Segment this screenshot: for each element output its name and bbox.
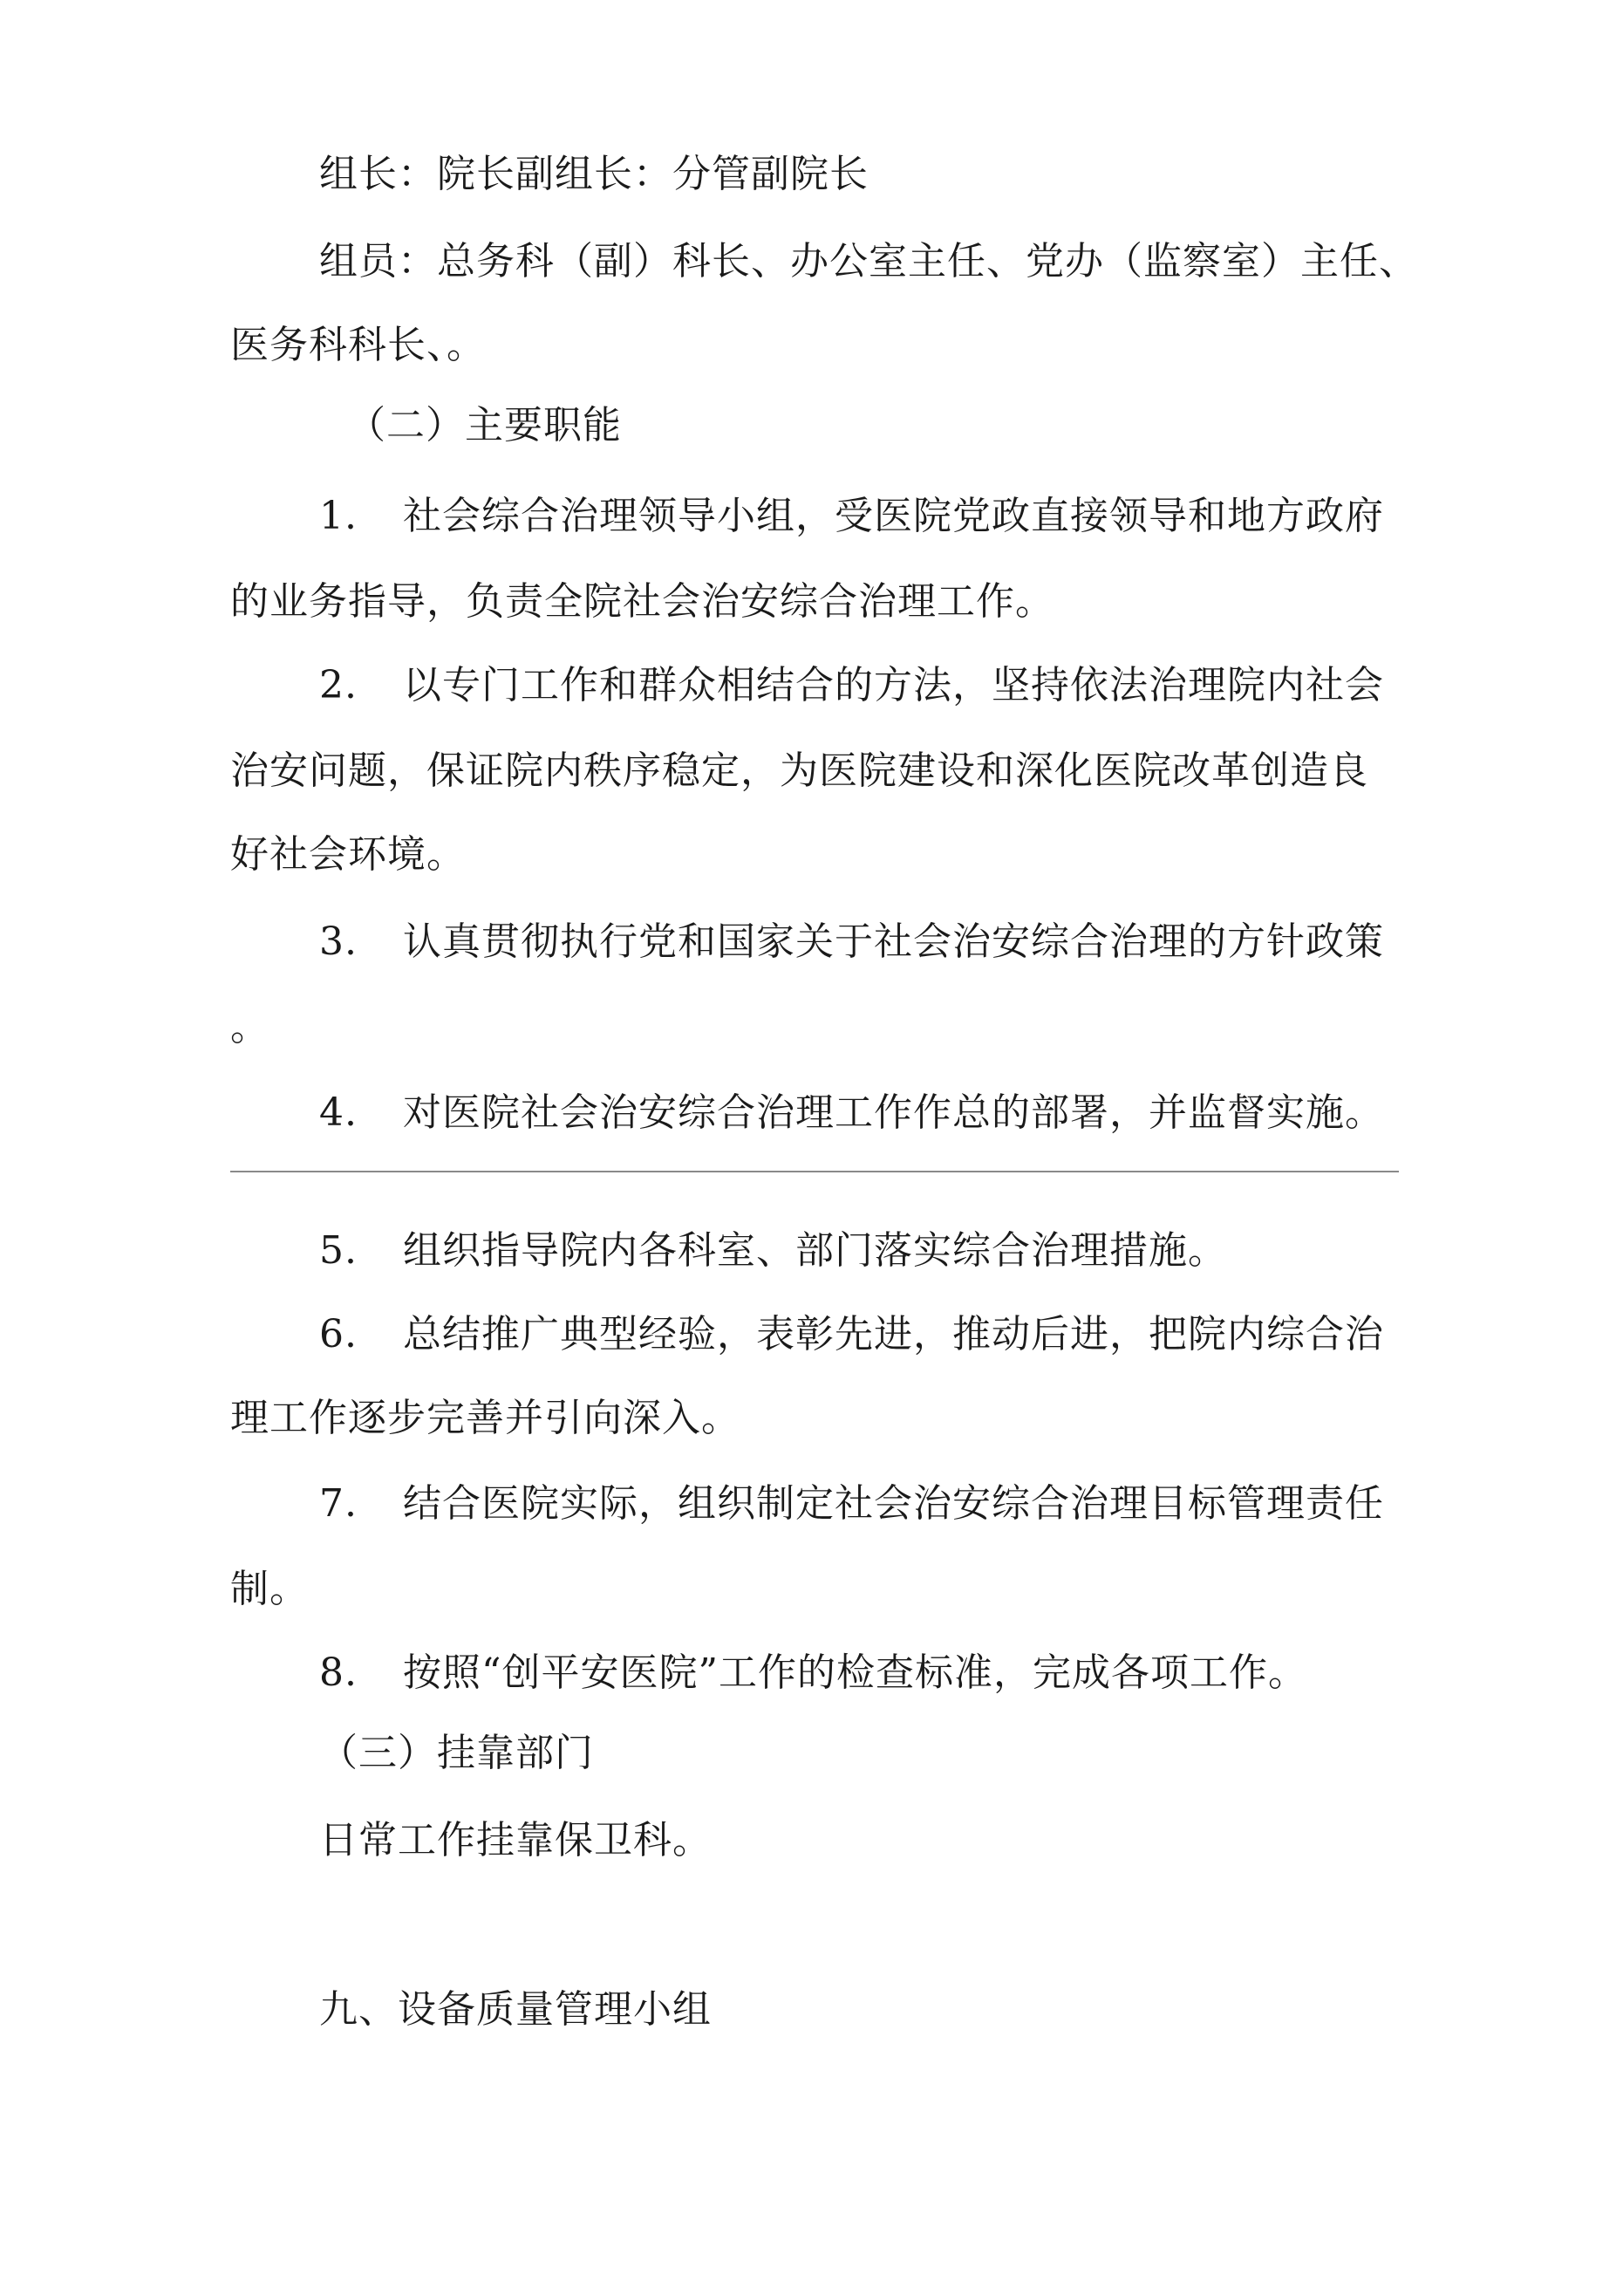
list-item-number: 4. [319, 1090, 358, 1135]
affiliation-text: 日常工作挂靠保卫科。 [319, 1818, 712, 1862]
list-item-text: 结合医院实际，组织制定社会治安综合治理目标管理责任 [403, 1481, 1384, 1526]
list-item-2-continued: 治安问题，保证院内秩序稳定，为医院建设和深化医院改革创造良 [230, 748, 1368, 793]
list-item-text: 总结推广典型经验，表彰先进，推动后进，把院内综合治 [403, 1312, 1384, 1356]
section-heading-equipment-quality: 九、设备质量管理小组 [319, 1987, 712, 2032]
list-item-number: 2. [319, 663, 358, 707]
list-item-text: 以专门工作和群众相结合的方法，坚持依法治理院内社会 [403, 663, 1384, 707]
list-item-7-continued: 制。 [230, 1567, 309, 1611]
list-item-text: 对医院社会治安综合治理工作作总的部署，并监督实施。 [403, 1090, 1384, 1135]
members-line: 组员：总务科（副）科长、办公室主任、党办（监察室）主任、 [319, 239, 1418, 284]
list-item-text: 认真贯彻执行党和国家关于社会治安综合治理的方针政策 [403, 919, 1384, 964]
list-item-3 [319, 918, 1384, 967]
list-item-text: 按照“创平安医院”工作的检查标准，完成各项工作。 [403, 1650, 1307, 1695]
section-heading-affiliated-department: （三）挂靠部门 [319, 1731, 594, 1775]
list-item-3-continued: 。 [230, 1005, 269, 1049]
list-item-number: 8. [319, 1650, 358, 1695]
list-item-7 [319, 1479, 1384, 1528]
section-heading-main-functions: （二）主要职能 [347, 403, 622, 448]
list-item-text: 组织指导院内各科室、部门落实综合治理措施。 [403, 1228, 1227, 1273]
list-item-8 [319, 1649, 1307, 1698]
list-item-number: 3. [319, 919, 358, 964]
list-item-4 [319, 1089, 1384, 1138]
list-item-number: 6. [319, 1312, 358, 1356]
list-item-2-continued: 好社会环境。 [230, 832, 466, 877]
page-divider [230, 1171, 1399, 1172]
list-item-number: 1. [319, 494, 358, 538]
list-item-5 [319, 1227, 1227, 1275]
leader-line: 组长：院长副组长：分管副院长 [319, 152, 869, 196]
list-item-text: 社会综合治理领导小组，受医院党政直接领导和地方政府 [403, 494, 1384, 538]
list-item-number: 5. [319, 1228, 358, 1273]
list-item-number: 7. [319, 1481, 358, 1526]
list-item-6 [319, 1310, 1384, 1359]
list-item-2 [319, 661, 1384, 710]
list-item-1-continued: 的业务指导，负责全院社会治安综合治理工作。 [230, 579, 1054, 624]
members-line-continued: 医务科科长、。 [230, 323, 486, 367]
list-item-1 [319, 492, 1384, 541]
list-item-6-continued: 理工作逐步完善并引向深入。 [230, 1396, 740, 1440]
